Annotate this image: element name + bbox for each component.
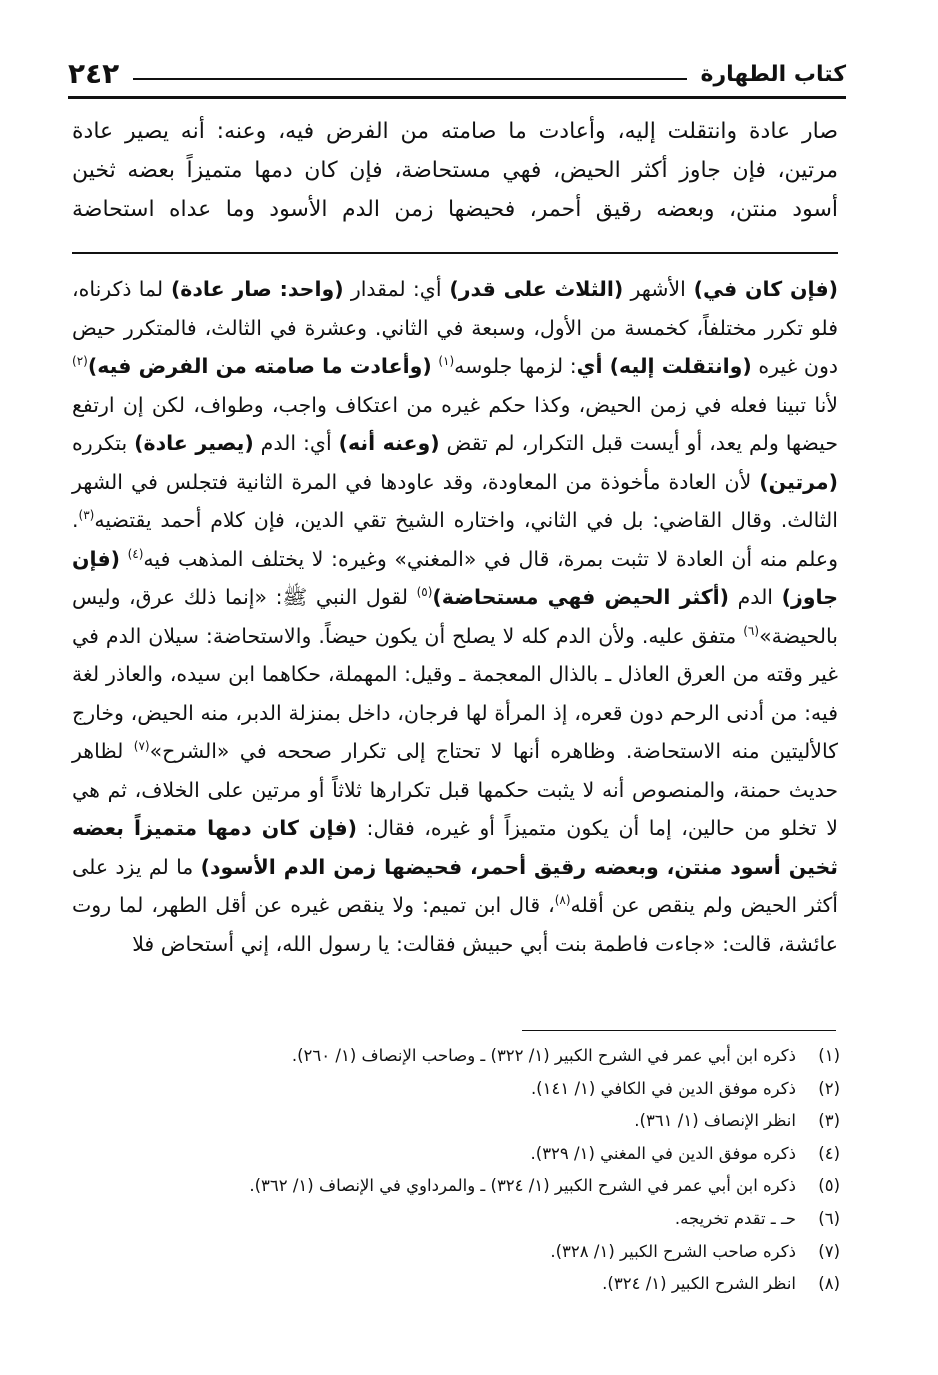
footnote bbox=[190, 1073, 840, 1106]
commentary-run: أي: الدم bbox=[253, 431, 339, 455]
footnote-marker: (٣) bbox=[78, 508, 95, 523]
footnote-text: ذكره ابن أبي عمر في الشرح الكبير (١/ ٣٢٤) ـ والمرداوي في الإنصاف (١/ ٣٦٢). bbox=[249, 1176, 796, 1196]
footnote-text: انظر الإنصاف (١/ ٣٦١). bbox=[634, 1111, 796, 1131]
base-text-line: أسود منتن، وبعضه رقيق أحمر، فحيضها زمن الدم الأسود وما عداه استحاضة bbox=[72, 197, 838, 222]
commentary-paragraph bbox=[72, 270, 838, 963]
footnote-number: (١) bbox=[818, 1046, 840, 1065]
base-text-line: صار عادة وانتقلت إليه، وأعادت ما صامته من الفرض فيه، وعنه: أنه يصير عادة bbox=[72, 119, 838, 144]
text-separator bbox=[72, 252, 838, 254]
footnote-text: ذكره موفق الدين في الكافي (١/ ١٤١). bbox=[530, 1078, 796, 1098]
commentary-text bbox=[72, 270, 838, 963]
base-text-line: مرتين، فإن جاوز أكثر الحيض، فهي مستحاضة، فإن كان دمها متميزاً بعضه ثخين bbox=[72, 158, 838, 183]
footnote-marker: (٥) bbox=[416, 585, 433, 600]
commentary-run: ، قال ابن تميم: ولا ينقص غيره عن أقل الطهر، لما روت عائشة، قالت: «جاءت فاطمة بنت أبي حبيش فقالت: يا رسول الله، إني أستحاض فلا bbox=[72, 893, 838, 956]
commentary-run: لأنا تبينا فعله في زمن الحيض، وكذا حكم غيره من اعتكاف واجب، وطواف، لكن إن ارتفع حيضها ولم يعد، أو أيست قبل التكرار، لم تقض bbox=[72, 392, 839, 455]
footnote-number: (٨) bbox=[818, 1274, 840, 1294]
footnote bbox=[190, 1203, 840, 1236]
page-number: ٢٤٢ bbox=[68, 57, 120, 90]
footnote-marker: (٢) bbox=[72, 354, 88, 369]
footnote-text: حـ ـ تقدم تخريجه. bbox=[674, 1208, 796, 1228]
footnote bbox=[190, 1105, 840, 1138]
footnote-text: ذكره ابن أبي عمر في الشرح الكبير (١/ ٣٢٢) ـ وصاحب الإنصاف (١/ ٢٦٠). bbox=[291, 1046, 796, 1065]
footnote-text: ذكره موفق الدين في المغني (١/ ٣٢٩). bbox=[530, 1143, 796, 1163]
bold-quoted-text: (يصير عادة) bbox=[134, 431, 254, 455]
commentary-run: ما لم يزد على أكثر الحيض ولم ينقص عن أقله bbox=[72, 854, 838, 917]
commentary-run: الأشهر bbox=[623, 277, 686, 301]
commentary-run: لأن العادة مأخوذة من المعاودة، وقد عاودها في المرة الثانية فتجلس في الشهر الثالث. وقال القاضي: بل في الثاني، واختاره الشيخ تقي الدين، فإن كلام أحمد يقتضيه bbox=[72, 469, 838, 532]
commentary-run: . وعلم منه أن العادة لا تثبت بمرة، قال في «المغني» وغيره: لا يختلف المذهب فيه bbox=[72, 508, 838, 571]
footnote-number: (٧) bbox=[818, 1241, 840, 1261]
bold-quoted-text: (وعنه أنه) bbox=[338, 431, 440, 455]
footnote bbox=[190, 1040, 840, 1073]
bold-quoted-text: (الثلاث على قدر) bbox=[441, 277, 624, 301]
commentary-run: لظاهر حديث حمنة، والمنصوص أنه لا يثبت حكمها قبل تكرارها ثلاثاً أو مرتين على الخلاف، ثم هي لا تخلو من حالين، إما أن يكون متميزاً أو غيره، فقال: bbox=[72, 739, 838, 840]
footnote-marker: (١) bbox=[438, 354, 455, 369]
commentary-run: أي: لمقدار bbox=[343, 277, 442, 301]
footnote-number: (٥) bbox=[818, 1176, 840, 1196]
bold-quoted-text: (فإن كان دمها متميزاً بعضه ثخين أسود منتن، وبعضه رقيق أحمر، فحيضها زمن الدم الأسود) bbox=[72, 816, 839, 879]
footnote-marker: (٦) bbox=[743, 623, 760, 638]
bold-quoted-text: (أكثر الحيض فهي مستحاضة) bbox=[432, 585, 730, 609]
footnote-number: (٣) bbox=[818, 1111, 840, 1131]
footnotes bbox=[190, 1040, 840, 1301]
base-text bbox=[72, 112, 838, 229]
footnote bbox=[190, 1138, 840, 1171]
bold-quoted-text: (مرتين) bbox=[759, 469, 838, 494]
footnote bbox=[190, 1268, 840, 1301]
commentary-run: : لزمها جلوسه bbox=[454, 354, 577, 378]
commentary-run: لقول النبي ﷺ: «إنما ذلك عرق، وليس بالحيضة» bbox=[72, 585, 838, 648]
footnote bbox=[190, 1236, 840, 1269]
footnote-marker: (٤) bbox=[127, 546, 144, 561]
header-underline bbox=[68, 96, 846, 99]
book-title: كتاب الطهارة bbox=[700, 62, 846, 87]
bold-quoted-text: (فإن جاوز) bbox=[72, 546, 838, 609]
bold-quoted-text: (وأعادت ما صامته من الفرض فيه) bbox=[87, 354, 432, 378]
commentary-run: الدم bbox=[729, 585, 782, 609]
footnote-number: (٤) bbox=[818, 1143, 840, 1163]
footnote-marker: (٨) bbox=[554, 893, 571, 908]
footnote bbox=[190, 1170, 840, 1203]
footnote-text: انظر الشرح الكبير (١/ ٣٢٤). bbox=[602, 1274, 796, 1294]
bold-quoted-text: (وانتقلت إليه) أي bbox=[576, 354, 752, 378]
running-header bbox=[68, 52, 846, 92]
commentary-run: متفق عليه. ولأن الدم كله لا يصلح أن يكون حيضاً. والاستحاضة: سيلان الدم في غير وقته من العرق العاذل ـ بالذال المعجمة ـ وقيل: المهملة، حكاهما ابن سيده، والعاذر لغة فيه: من أدنى الرحم دون قعره، إذ المرأة لها فرجان، داخل بمنزلة الدبر، منه الحيض، وخارج كالأليتين منه الاستحاضة. وظاهره أنها لا تحتاج إلى تكرار صححه في «الشرح» bbox=[72, 623, 839, 763]
footnote-text: ذكره صاحب الشرح الكبير (١/ ٣٢٨). bbox=[550, 1241, 796, 1261]
footnote-number: (٢) bbox=[818, 1078, 840, 1098]
footnote-rule bbox=[522, 1030, 836, 1031]
bold-quoted-text: (واحد: صار عادة) bbox=[163, 277, 344, 301]
commentary-run: بتكرره bbox=[72, 431, 135, 455]
footnote-number: (٦) bbox=[818, 1208, 840, 1228]
commentary-run bbox=[120, 547, 128, 571]
bold-quoted-text: (فإن كان في) bbox=[685, 277, 839, 301]
header-rule bbox=[133, 78, 686, 80]
commentary-run: لما ذكرناه، فلو تكرر مختلفاً، كخمسة من الأول، وسبعة في الثاني. وعشرة في الثالث، فالمتكرر حيض دون غيره bbox=[72, 277, 838, 378]
footnote-marker: (٧) bbox=[133, 739, 150, 754]
